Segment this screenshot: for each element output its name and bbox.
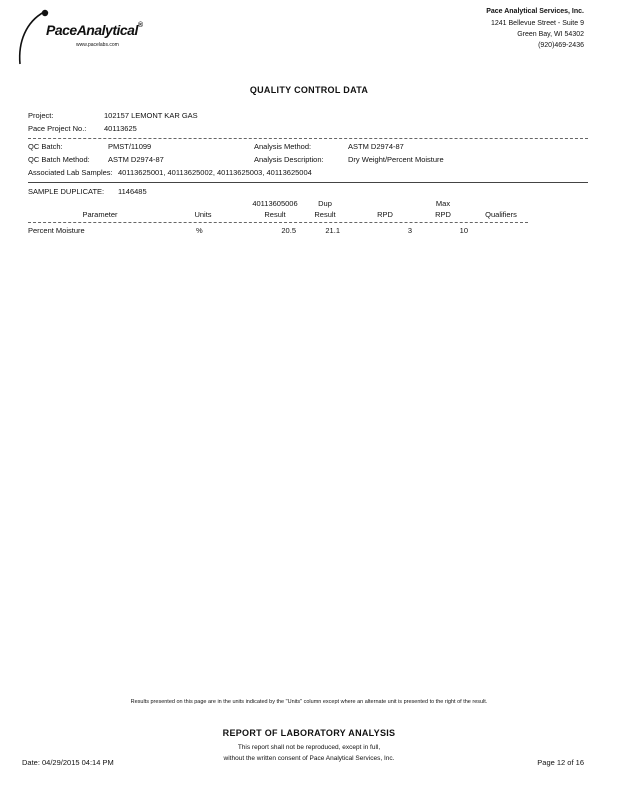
col-header-max-top: Max (435, 199, 451, 208)
col-header-rpd: RPD (377, 210, 393, 219)
report-title: REPORT OF LABORATORY ANALYSIS (222, 728, 396, 738)
qc-batch-label: QC Batch: (28, 142, 63, 151)
analysis-description-value: Dry Weight/Percent Moisture (348, 155, 444, 164)
pace-project-label: Pace Project No.: (28, 124, 87, 133)
col-header-max-rpd: RPD (435, 210, 451, 219)
cell-units: % (196, 226, 203, 235)
col-header-result: Result (264, 210, 286, 219)
qc-batch-method-value: ASTM D2974-87 (108, 155, 164, 164)
project-label: Project: (28, 111, 54, 120)
associated-samples-label: Associated Lab Samples: (28, 168, 113, 177)
lab-street: 1241 Bellevue Street - Suite 9 (490, 20, 584, 27)
col-header-units: Units (194, 210, 212, 219)
cell-rpd: 3 (407, 226, 412, 235)
analysis-method-value: ASTM D2974-87 (348, 142, 404, 151)
col-header-dup-top: Dup (318, 199, 332, 208)
page-title: QUALITY CONTROL DATA (249, 85, 369, 95)
reproduction-notice-line1: This report shall not be reproduced, except in full, (237, 744, 381, 751)
table-header-divider (28, 222, 528, 223)
lab-phone: (920)469-2436 (538, 42, 584, 49)
qc-batch-method-label: QC Batch Method: (28, 155, 90, 164)
cell-parameter: Percent Moisture (28, 226, 85, 235)
sample-duplicate-label: SAMPLE DUPLICATE: (28, 187, 105, 196)
cell-dup-result: 21.1 (325, 226, 340, 235)
qc-batch-value: PMST/11099 (108, 142, 152, 151)
sample-duplicate-id: 1146485 (118, 187, 147, 196)
project-value: 102157 LEMONT KAR GAS (104, 111, 198, 120)
associated-samples-value: 40113625001, 40113625002, 40113625003, 40113625004 (118, 168, 312, 177)
page-number: Page 12 of 16 (537, 758, 584, 767)
analysis-description-label: Analysis Description: (254, 155, 324, 164)
pace-project-value: 40113625 (104, 124, 137, 133)
lab-city: Green Bay, WI 54302 (517, 31, 584, 38)
report-date: Date: 04/29/2015 04:14 PM (22, 758, 114, 767)
col-header-qualifiers: Qualifiers (485, 210, 517, 219)
pace-logo-text: PaceAnalytical® (46, 22, 143, 38)
units-footnote: Results presented on this page are in the units indicated by the "Units" column except where an alternate unit is presented to the right of the result. (130, 699, 488, 705)
analysis-method-label: Analysis Method: (254, 142, 312, 151)
pace-logo-url: www.pacelabs.com (76, 42, 119, 48)
cell-max-rpd: 10 (459, 226, 468, 235)
col-header-dup-result: Result (314, 210, 336, 219)
col-header-sample-id: 40113605006 (252, 199, 298, 208)
lab-name: Pace Analytical Services, Inc. (486, 8, 584, 15)
col-header-parameter: Parameter (82, 210, 118, 219)
section-divider (28, 182, 588, 183)
section-divider (28, 138, 588, 139)
cell-result: 20.5 (281, 226, 296, 235)
reproduction-notice-line2: without the written consent of Pace Analytical Services, Inc. (223, 755, 395, 762)
